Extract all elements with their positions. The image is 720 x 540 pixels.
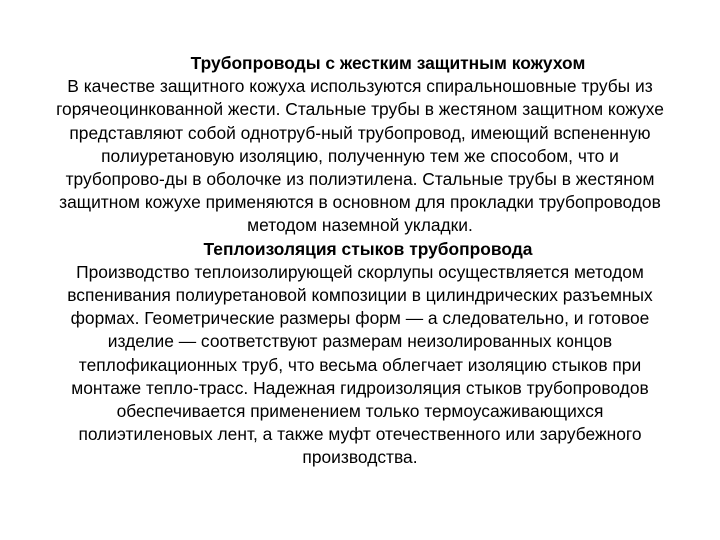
section2-line: полиэтиленовых лент, а также муфт отечественного или зарубежного bbox=[78, 424, 642, 445]
section1-line: представляют собой однотруб-ный трубопровод, имеющий вспененную bbox=[69, 122, 651, 143]
section2-line: монтаже тепло-трасс. Надежная гидроизоляция стыков трубопроводов bbox=[71, 377, 649, 398]
section2-line: формах. Геометрические размеры форм — а следовательно, и готовое bbox=[70, 308, 650, 329]
section1-line: полиуретановую изоляцию, полученную тем же способом, что и bbox=[101, 145, 619, 166]
section2-line: Производство теплоизолирующей скорлупы осуществляется методом bbox=[76, 261, 644, 282]
text-block bbox=[6, 52, 714, 470]
section2-line: вспенивания полиуретановой композиции в цилиндрических разъемных bbox=[67, 285, 653, 306]
section1-title: Трубопроводы с жестким защитным кожухом bbox=[190, 53, 586, 73]
section1-line: В качестве защитного кожуха используются спиральношовные трубы из bbox=[67, 76, 653, 97]
section2-line: теплофикационных труб, что весьма облегчает изоляцию стыков при bbox=[78, 354, 642, 375]
section1-line: защитном кожухе применяются в основном для прокладки трубопроводов bbox=[59, 192, 661, 213]
section1-line: горячеоцинкованной жести. Стальные трубы в жестяном защитном кожухе bbox=[56, 99, 664, 120]
section2-line: производства. bbox=[302, 447, 418, 468]
section2-line: изделие — соответствуют размерам неизолированных концов bbox=[107, 331, 613, 352]
section2-line: обеспечивается применением только термоусаживающихся bbox=[116, 401, 604, 422]
section2-title: Теплоизоляция стыков трубопровода bbox=[203, 238, 533, 259]
section1-line: трубопрово-ды в оболочке из полиэтилена. Стальные трубы в жестяном bbox=[65, 169, 655, 190]
section1-line: методом наземной укладки. bbox=[247, 215, 473, 236]
